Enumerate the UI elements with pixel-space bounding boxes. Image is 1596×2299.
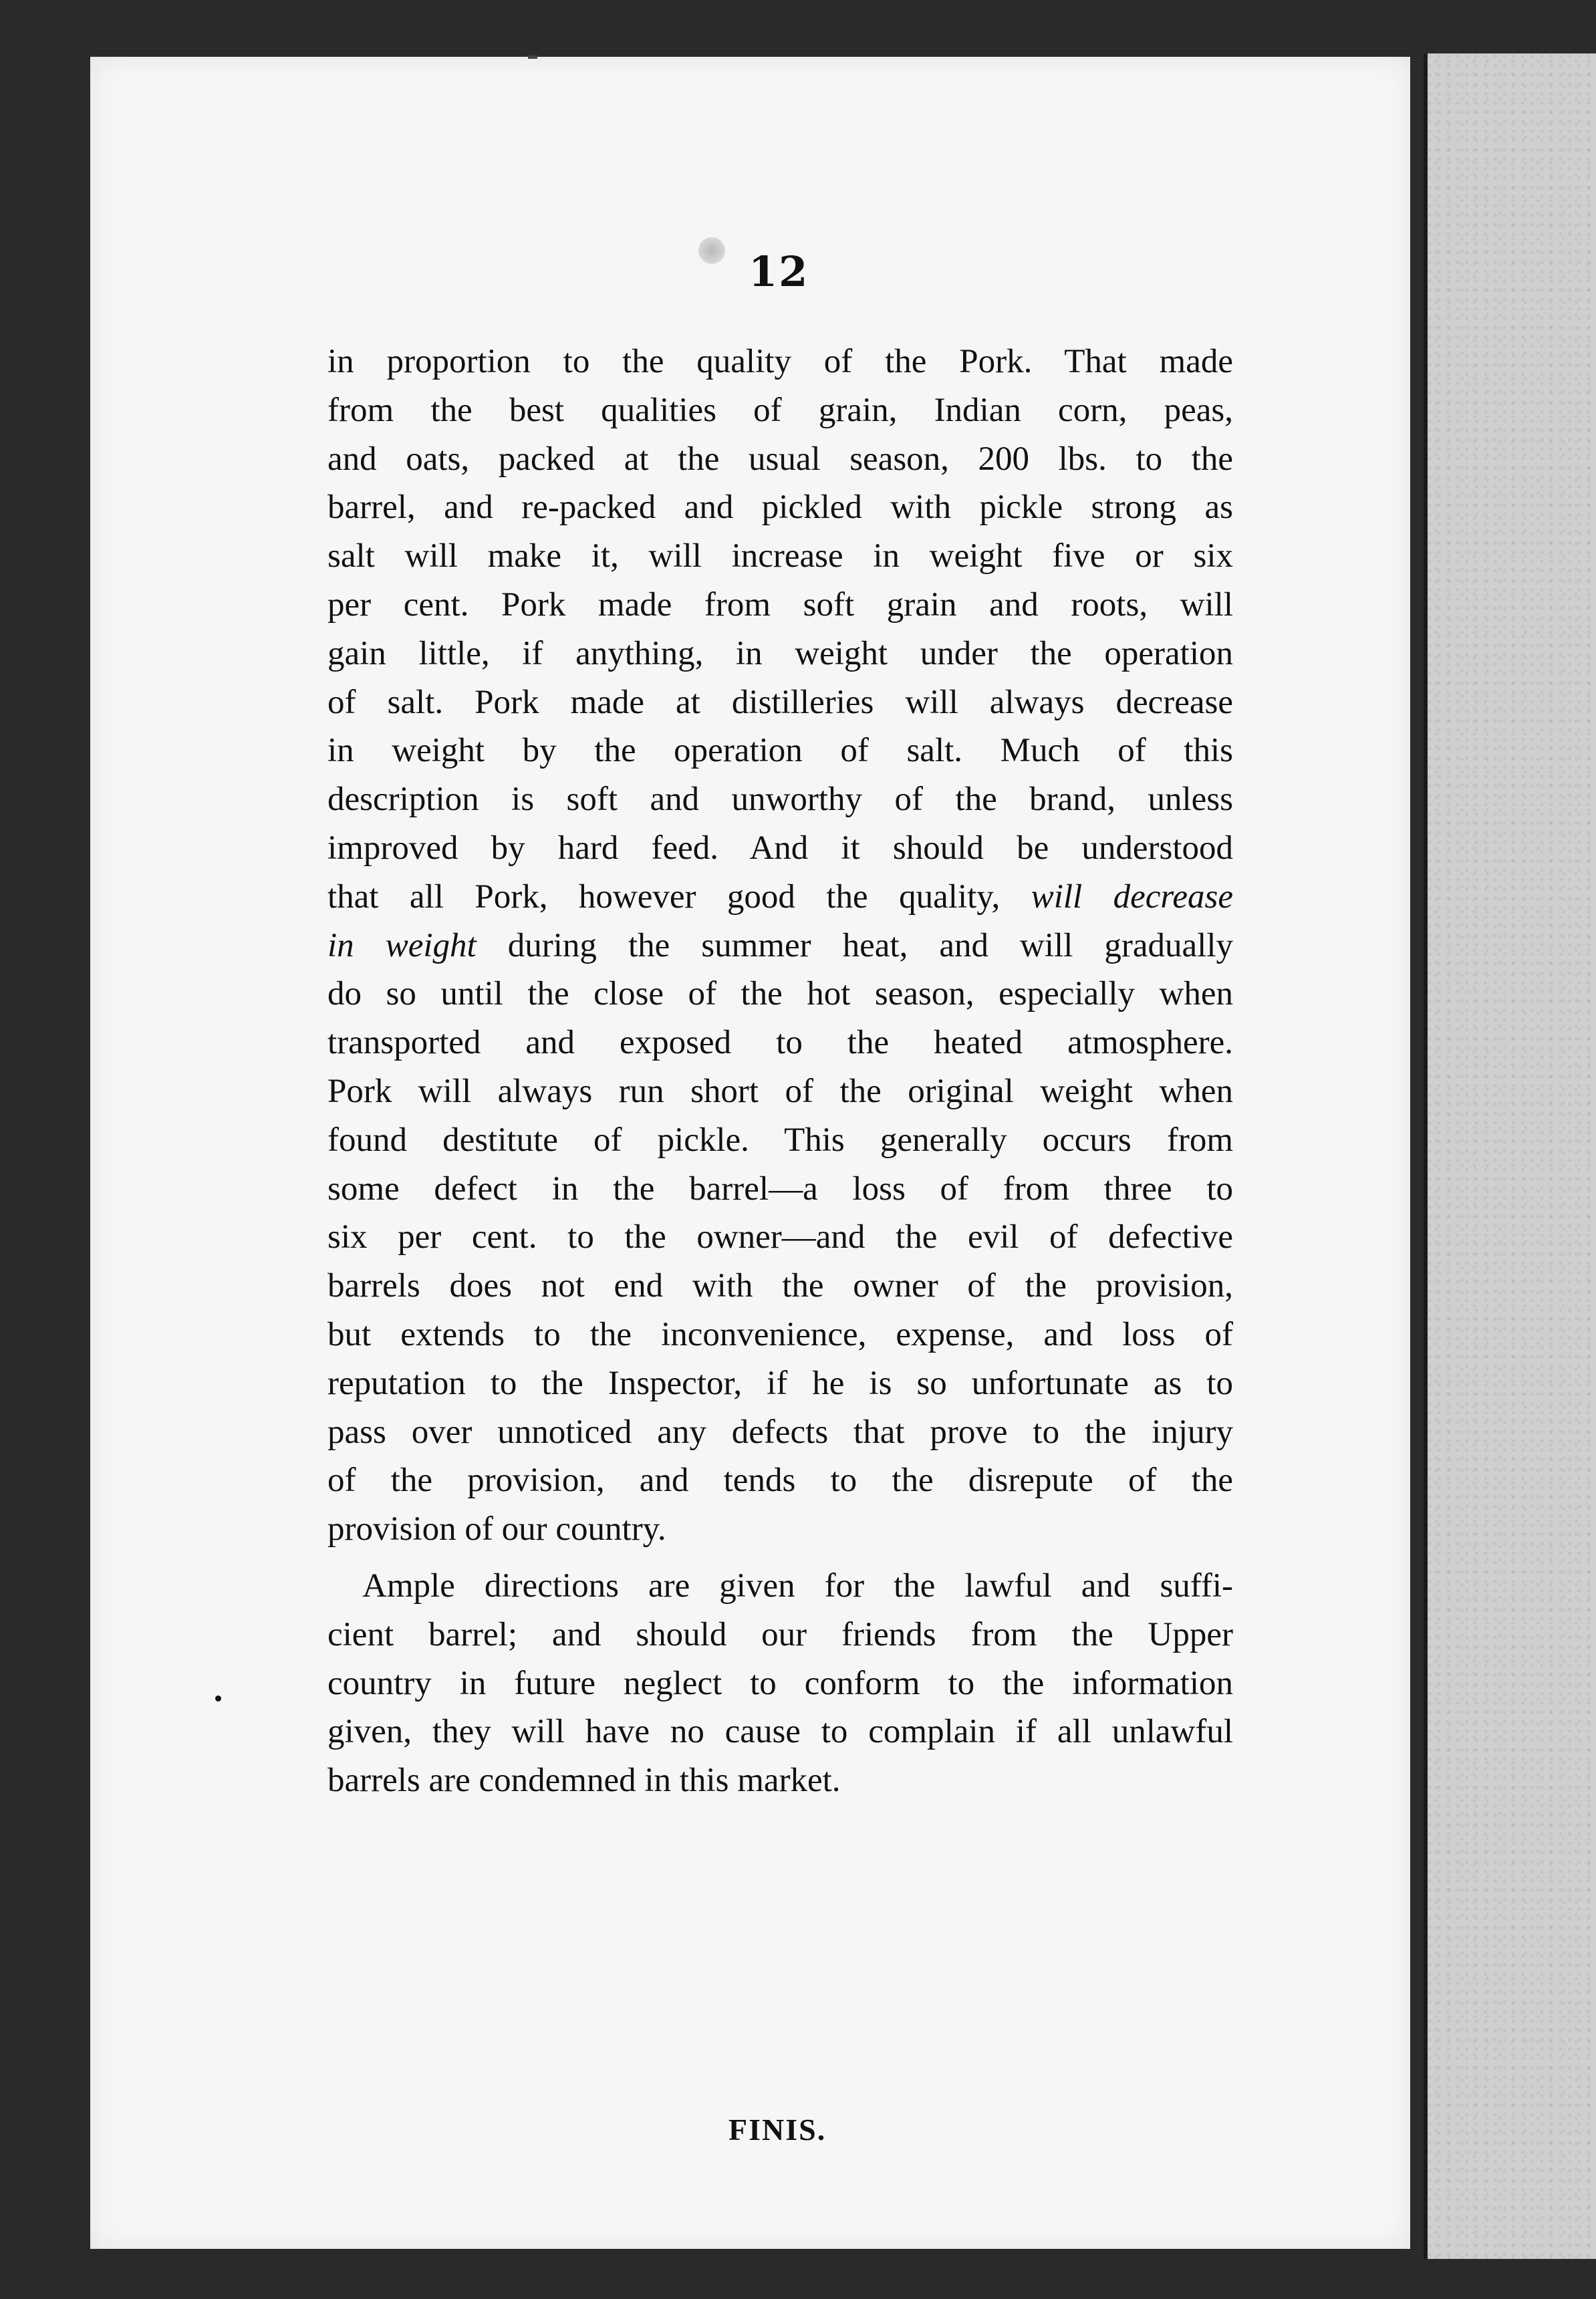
text-line: per cent. Pork made from soft grain and roots, will xyxy=(327,585,1233,624)
text-line: in weight by the operation of salt. Much of this xyxy=(327,732,1233,770)
text-line: six per cent. to the owner—and the evil of defective xyxy=(327,1218,1233,1256)
body-text xyxy=(327,337,1233,1805)
margin-speck xyxy=(215,1696,221,1702)
text-line: reputation to the Inspector, if he is so unfortunate as to xyxy=(327,1364,1233,1402)
text-line-with-italic xyxy=(327,922,1233,970)
text-line: from the best qualities of grain, Indian corn, peas, xyxy=(327,391,1233,429)
text-line: Pork will always run short of the original weight when xyxy=(327,1072,1233,1110)
paragraph-gap xyxy=(327,1554,1233,1562)
italic-text: will decrease xyxy=(1031,877,1233,916)
text-line: found destitute of pickle. This generally occurs from xyxy=(327,1121,1233,1159)
text-line: Ample directions are given for the lawful and suffi- xyxy=(362,1567,1233,1605)
page-number: 12 xyxy=(749,247,809,296)
text-line: description is soft and unworthy of the brand, unless xyxy=(327,781,1233,819)
finis-mark: FINIS. xyxy=(728,2113,827,2147)
italic-text: in weight xyxy=(327,926,477,964)
page-stain xyxy=(698,237,725,264)
text-line: and oats, packed at the usual season, 200 lbs. to the xyxy=(327,440,1233,478)
text-line-with-italic xyxy=(327,873,1233,922)
text-line: cient barrel; and should our friends from the Upper xyxy=(327,1615,1233,1653)
text-line: in proportion to the quality of the Pork. That made xyxy=(327,343,1233,380)
text-line: salt will make it, will increase in weight five or six xyxy=(327,537,1233,575)
text-line: pass over unnoticed any defects that prove to the injury xyxy=(327,1413,1233,1451)
text-line: of the provision, and tends to the disrepute of the xyxy=(327,1462,1233,1500)
text-line: of salt. Pork made at distilleries will always decrease xyxy=(327,683,1233,721)
text-span: during the summer heat, and will gradually xyxy=(507,926,1233,964)
adjacent-page-edge xyxy=(1424,53,1596,2259)
text-line: but extends to the inconvenience, expense, and loss of xyxy=(327,1315,1233,1353)
text-line: barrel, and re-packed and pickled with pickle strong as xyxy=(327,489,1233,527)
text-line: given, they will have no cause to complain if all unlawful xyxy=(327,1713,1233,1751)
text-line: barrels does not end with the owner of the provision, xyxy=(327,1267,1233,1305)
text-line: barrels are condemned in this market. xyxy=(327,1762,841,1800)
top-edge-mark xyxy=(528,55,537,59)
text-line: gain little, if anything, in weight under the operation xyxy=(327,634,1233,672)
text-line: transported and exposed to the heated atmosphere. xyxy=(327,1024,1233,1062)
text-line: do so until the close of the hot season, especially when xyxy=(327,975,1233,1013)
text-line: some defect in the barrel—a loss of from three to xyxy=(327,1170,1233,1208)
text-line: country in future neglect to conform to the information xyxy=(327,1664,1233,1702)
text-line: provision of our country. xyxy=(327,1510,666,1548)
text-span: that all Pork, however good the quality, xyxy=(327,877,1001,916)
text-line: improved by hard feed. And it should be understood xyxy=(327,829,1233,867)
